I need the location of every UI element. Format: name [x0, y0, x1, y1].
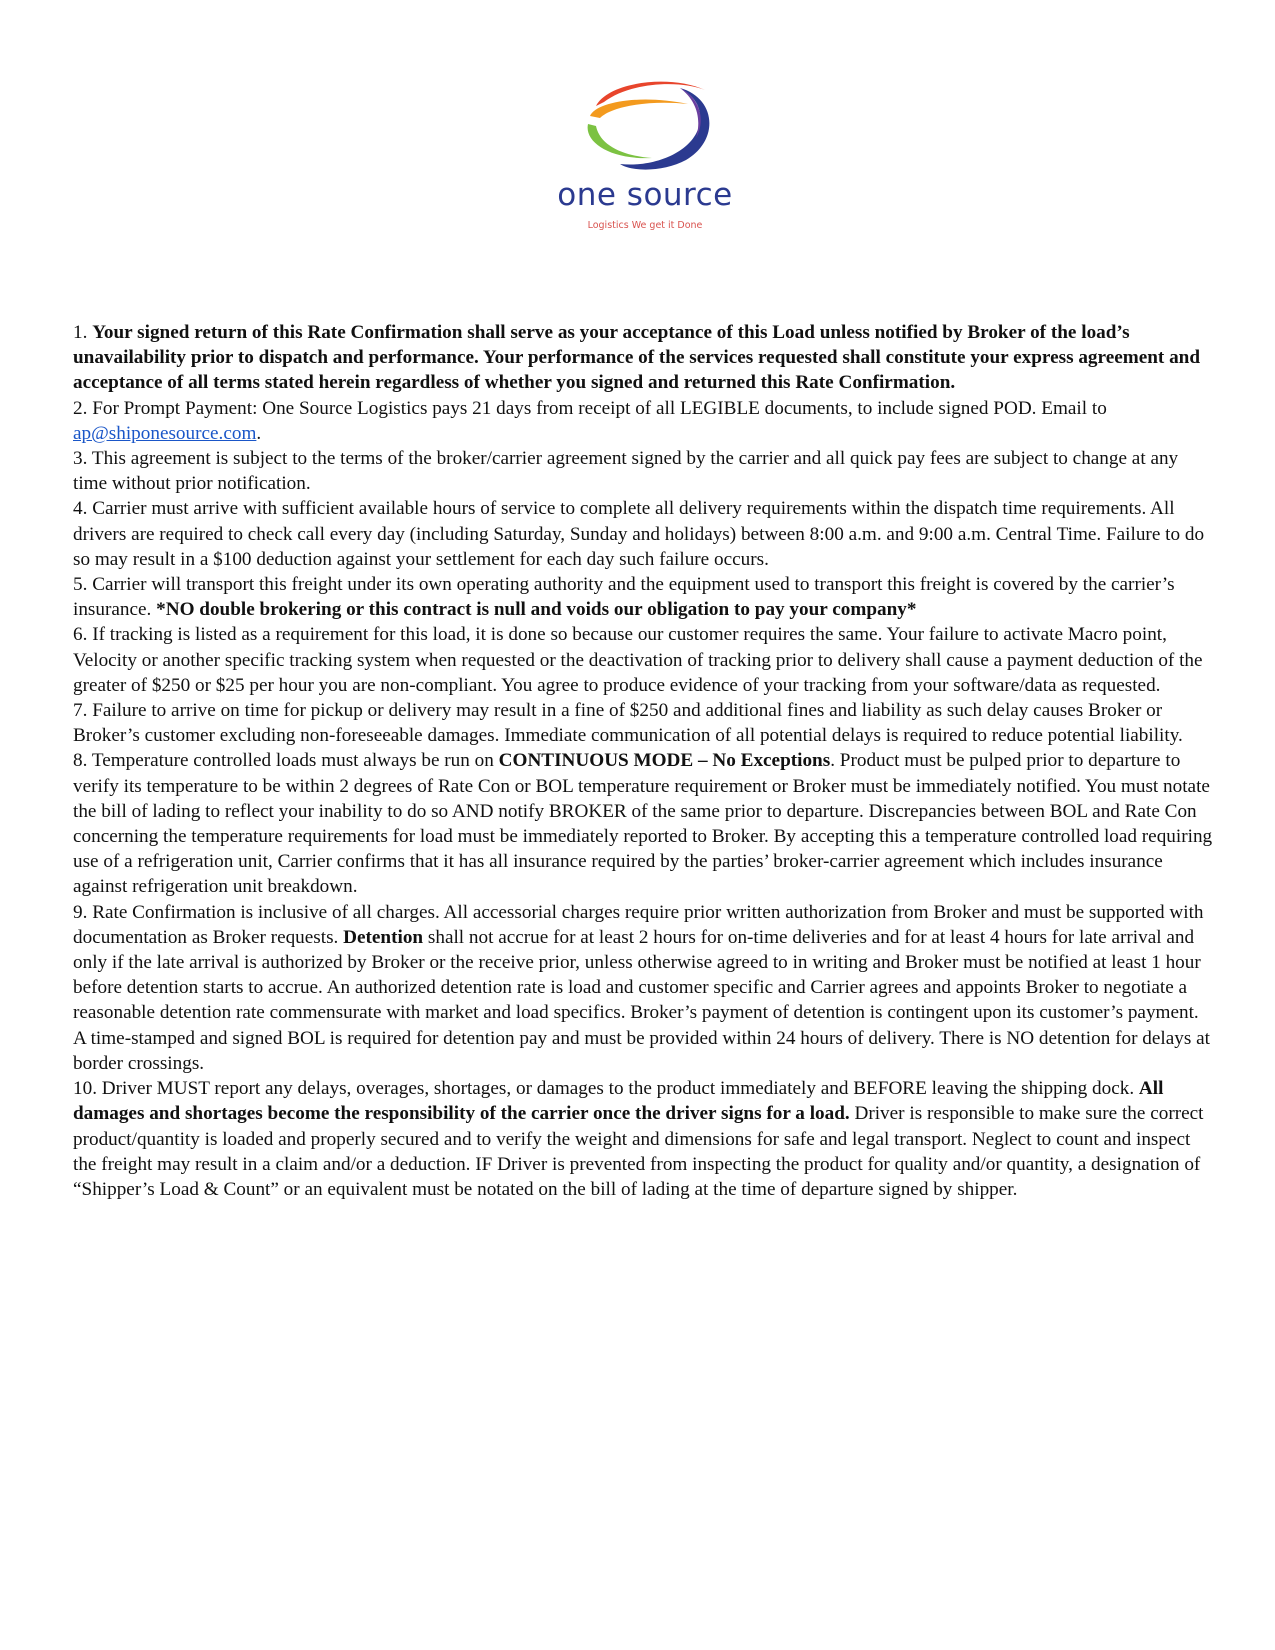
clause-number: 2.	[73, 397, 88, 419]
clause-text: This agreement is subject to the terms of the broker/carrier agreement signed by the carrier and all quick pay fees are subject to change at any time without prior notification.	[73, 448, 1179, 495]
clause-number: 4.	[73, 498, 88, 520]
clause-text: Failure to arrive on time for pickup or delivery may result in a fine of $250 and additional fines and liability as such delay causes Broker or Broker’s customer excluding non-foreseeable damages. Immediate communication of all potential delays is required to reduce potential liability.	[73, 700, 1183, 747]
clause-bold-text: All damages and shortages become the responsibility of the carrier once the driver signs for a load.	[73, 1078, 1164, 1125]
clause-text: Rate Confirmation is inclusive of all charges. All accessorial charges require prior written authorization from Broker and must be supported with documentation as Broker requests.	[73, 901, 1204, 948]
clause-6	[73, 622, 1213, 698]
clause-text-rest: . Product must be pulped prior to departure to verify its temperature to be within 2 degrees of Rate Con or BOL temperature requirement or Broker must be immediately notified. You must notate the bill of lading to reflect your inability to do so AND notify BROKER of the same prior to departure. Discrepancies between BOL and Rate Con concerning the temperature requirements for load must be immediately reported to Broker. By accepting this a temperature controlled load requiring use of a refrigeration unit, Carrier confirms that it has all insurance required by the parties’ broker-carrier agreement which includes insurance against refrigeration unit breakdown.	[73, 750, 1213, 898]
company-logo	[540, 68, 750, 238]
clause-text-rest: Driver is responsible to make sure the correct product/quantity is loaded and properly secured and to verify the weight and dimensions for safe and legal transport. Neglect to count and inspect the freight may result in a claim and/or a deduction. IF Driver is prevented from inspecting the product for quality and/or quantity, a designation of “Shipper’s Load & Count” or an equivalent must be notated on the bill of lading at the time of departure signed by shipper.	[73, 1103, 1204, 1200]
clause-number: 1.	[73, 322, 88, 343]
clause-7	[73, 698, 1213, 748]
brand-name: one source	[557, 177, 733, 213]
clause-3	[73, 446, 1213, 496]
clause-text: Temperature controlled loads must always be run on	[91, 750, 499, 772]
email-link[interactable]: ap@shiponesource.com	[73, 422, 257, 444]
terms-list	[73, 320, 1213, 1202]
clause-text: If tracking is listed as a requirement for this load, it is done so because our customer requires the same. Your failure to activate Macro point, Velocity or another specific tracking system when requested or the deactivation of tracking prior to delivery shall cause a payment deduction of the greater of $250 or $25 per hour you are non-compliant. You agree to produce evidence of your tracking from your software/data as requested.	[73, 624, 1203, 696]
clause-number: 3.	[73, 448, 88, 470]
clause-bold-text: Detention	[343, 926, 424, 948]
clause-bold-text: *NO double brokering or this contract is null and voids our obligation to pay your company*	[156, 599, 917, 621]
clause-1	[73, 320, 1213, 396]
globe-swoosh-icon	[560, 68, 730, 178]
clause-8	[73, 748, 1213, 899]
clause-text: Carrier must arrive with sufficient available hours of service to complete all delivery requirements within the dispatch time requirements. All drivers are required to check call every day (including Saturday, Sunday and holidays) between 8:00 a.m. and 9:00 a.m. Central Time. Failure to do so may result in a $100 deduction against your settlement for each day such failure occurs.	[73, 498, 1205, 570]
clause-number: 5.	[73, 574, 88, 596]
clause-number: 8.	[73, 750, 88, 772]
clause-number: 10.	[73, 1078, 97, 1100]
clause-bold-text: CONTINUOUS MODE – No Exceptions	[498, 750, 831, 772]
clause-4	[73, 496, 1213, 572]
clause-text-rest: shall not accrue for at least 2 hours for on-time deliveries and for at least 4 hours for late arrival and only if the late arrival is authorized by Broker or the receive prior, unless otherwise agreed to in writing and Broker must be notified at least 1 hour before detention starts to accrue. An authorized detention rate is load and customer specific and Carrier agrees and appoints Broker to negotiate a reasonable detention rate commensurate with market and load specifics. Broker’s payment of detention is contingent upon its customer’s payment. A time-stamped and signed BOL is required for detention pay and must be provided within 24 hours of delivery. There is NO detention for delays at border crossings.	[73, 926, 1210, 1074]
clause-text: For Prompt Payment: One Source Logistics pays 21 days from receipt of all LEGIBLE documents, to include signed POD. Email to	[92, 397, 1107, 419]
clause-9	[73, 900, 1213, 1076]
clause-5	[73, 572, 1213, 622]
clause-10	[73, 1076, 1213, 1202]
clause-number: 7.	[73, 700, 88, 722]
clause-number: 9.	[73, 901, 88, 923]
clause-number: 6.	[73, 624, 88, 646]
clause-text-end: .	[256, 422, 262, 444]
clause-text: Carrier will transport this freight under its own operating authority and the equipment used to transport this freight is covered by the carrier’s insurance.	[73, 574, 1175, 621]
clause-text: Driver MUST report any delays, overages, shortages, or damages to the product immediately and BEFORE leaving the shipping dock.	[101, 1078, 1139, 1100]
clause-2	[73, 396, 1213, 446]
brand-tagline: Logistics We get it Done	[587, 220, 703, 231]
clause-text: Your signed return of this Rate Confirmation shall serve as your acceptance of this Load unless notified by Broker of the load’s unavailability prior to dispatch and performance. Your performance of the services requested shall constitute your express agreement and acceptance of all terms stated herein regardless of whether you signed and returned this Rate Confirmation.	[73, 322, 1201, 394]
